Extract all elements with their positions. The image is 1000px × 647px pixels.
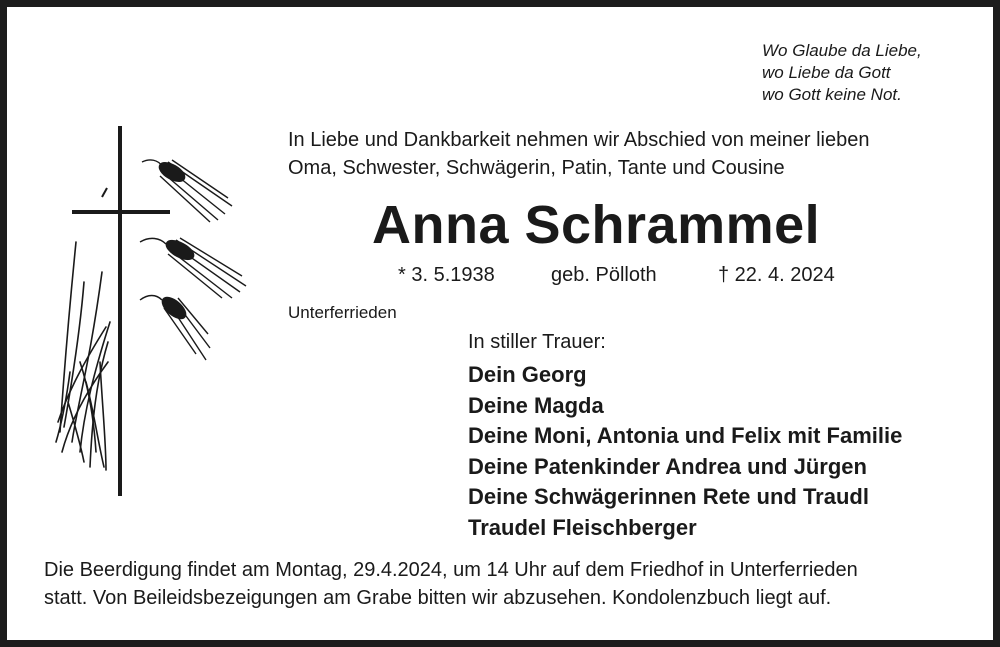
motto <box>762 40 922 106</box>
mourner-item: Deine Magda <box>468 392 604 418</box>
funeral-notice <box>44 556 858 612</box>
mourner-item: Deine Schwägerinnen Rete und Traudl <box>468 484 869 509</box>
intro-line-2: Oma, Schwester, Schwägerin, Patin, Tante und Cousine <box>288 157 785 179</box>
mourner-item: Deine Patenkinder Andrea und Jürgen <box>468 453 867 479</box>
mourner-item: Dein Georg <box>468 362 587 387</box>
grass-stalks <box>56 242 110 470</box>
wheat-ear-3 <box>140 294 210 360</box>
mourner-item: Deine Moni, Antonia und Felix mit Familie <box>468 423 903 448</box>
motto-line-2: wo Liebe da Gott <box>762 63 891 82</box>
cross-vertical-beam <box>118 126 122 496</box>
mourner-item: Traudel Fleischberger <box>468 514 697 540</box>
intro-line-1: In Liebe und Dankbarkeit nehmen wir Abschied von meiner lieben <box>288 129 870 151</box>
funeral-line-2: statt. Von Beileidsbezeigungen am Grabe bitten wir abzusehen. Kondolenzbuch liegt auf. <box>44 587 832 609</box>
mourning-title: In stiller Trauer: <box>468 331 606 353</box>
motto-line-1: Wo Glaube da Liebe, <box>762 41 922 60</box>
funeral-line-1: Die Beerdigung findet am Montag, 29.4.2024, um 14 Uhr auf dem Friedhof in Unterferrieden <box>44 559 858 581</box>
cross-and-wheat-icon <box>50 122 260 502</box>
motto-line-3: wo Gott keine Not. <box>762 85 902 104</box>
death-date: † 22. 4. 2024 <box>718 264 835 286</box>
wheat-ear-2 <box>140 237 246 298</box>
birth-date: * 3. 5.1938 <box>398 264 495 286</box>
mourners-list <box>468 360 902 543</box>
cross-horizontal-beam <box>72 210 170 214</box>
maiden-name: geb. Pölloth <box>551 264 657 286</box>
hometown: Unterferrieden <box>288 303 397 322</box>
deceased-name: Anna Schrammel <box>372 195 821 255</box>
intro-text <box>288 126 869 182</box>
